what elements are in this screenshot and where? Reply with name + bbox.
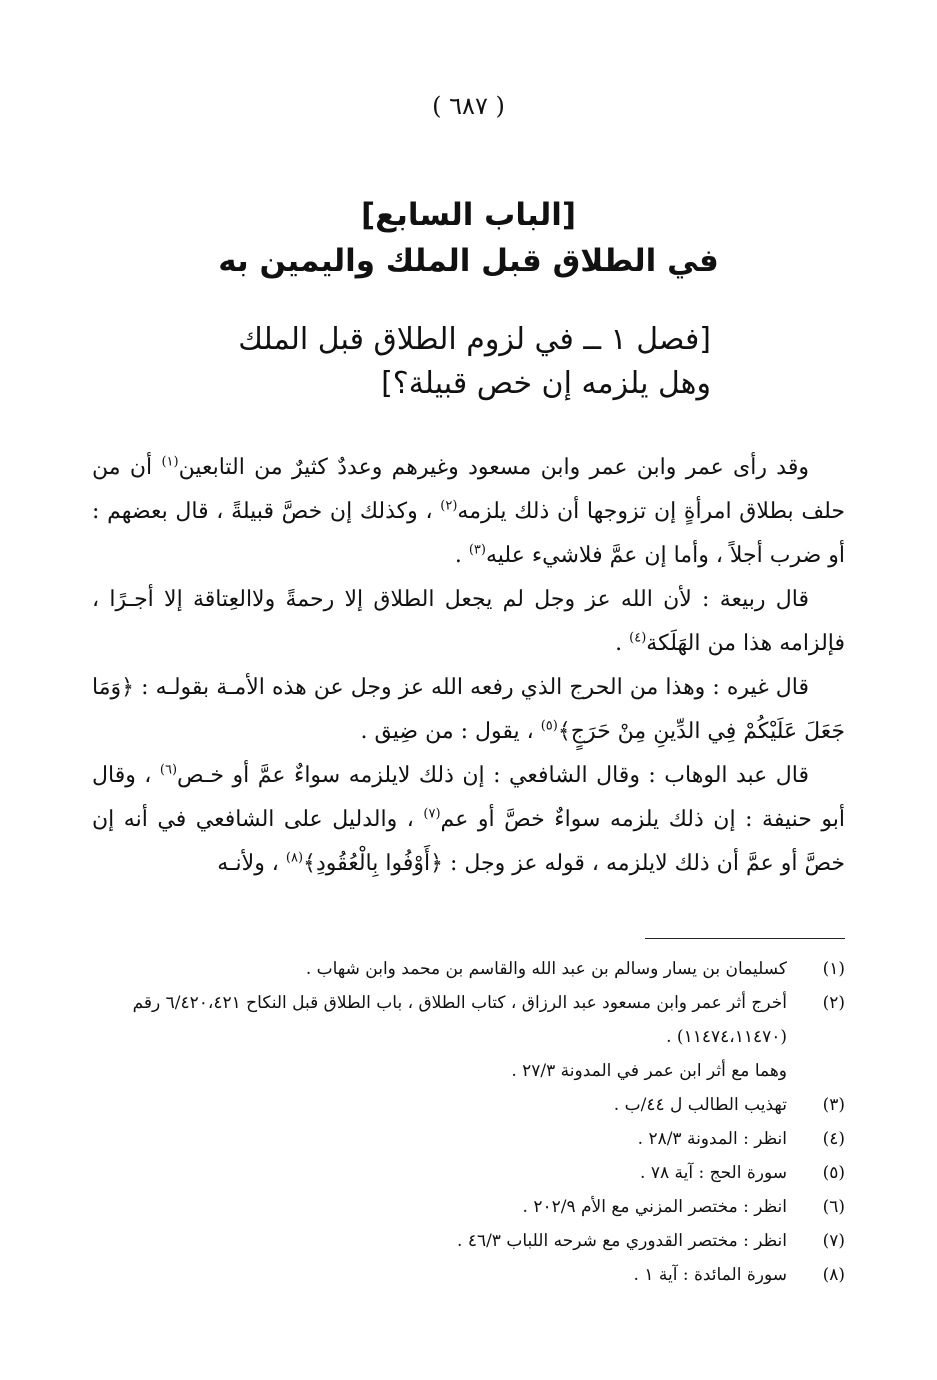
footnote-item [92,986,845,1088]
paragraph-text: قال غيره : وهذا من الحرج الذي رفعه الله عز وجل عن هذه الأمـة بقولـه : ﴿وَمَا جَعَلَ عَلَيْكُمْ فِي الدِّينِ مِنْ حَرَجٍ﴾ [92,675,845,744]
footnote-item [92,1258,845,1292]
footnote-number: (١) [822,959,845,979]
footnote-ref: (٧) [423,806,441,822]
footnote-text: انظر : مختصر القدوري مع شرحه اللباب ٤٦/٣ . [457,1231,787,1251]
footnote-ref: (١) [161,454,179,470]
footnote-text [92,986,787,1088]
footnote-item [92,1224,845,1258]
footnote-text: سورة المائدة : آية ١ . [633,1265,787,1285]
page-number: ( ٦٨٧ ) [432,92,505,120]
paragraph-text: قال ربيعة : لأن الله عز وجل لم يجعل الطلاق إلا رحمةً ولاالعِتاقة إلا أجـرًا ، فإلزامه هذا من الهَلَكة [92,587,845,656]
paragraph-text: ، ولأنـه [217,851,286,876]
paragraph [92,666,845,754]
footnote-ref: (٣) [468,542,486,558]
paragraph-text: ، وكذلك إن خصَّ قبيلةً ، قال بعضهم : أو ضرب أجلاً ، وأما إن عمَّ فلاشيء عليه [92,499,845,568]
paragraph-text: ، يقول : من ضِيق . [360,719,541,744]
chapter-title: [الباب السابع] [360,197,577,233]
footnote-number: (٣) [822,1095,845,1115]
footnote-number: (٥) [822,1163,845,1183]
footnote-ref: (٢) [440,498,458,514]
paragraph-text: . [615,631,630,656]
section-title-line-2: وهل يلزمه إن خص قبيلة؟] [381,366,711,401]
footnote-item [92,1156,845,1190]
paragraph [92,446,845,578]
paragraph [92,578,845,666]
footnotes [92,952,845,1292]
paragraph-text: قال عبد الوهاب : وقال الشافعي : إن ذلك لايلزمه سواءٌ عمَّ أو خـص [177,763,809,788]
footnote-item [92,952,845,986]
footnote-ref: (٨) [285,850,304,866]
section-title-line-1: [فصل ١ ــ في لزوم الطلاق قبل الملك [238,322,711,357]
footnote-ref: (٤) [629,630,647,646]
footnote-number: (٤) [822,1129,845,1149]
section-heading [180,318,711,406]
footnote-text-line: وهما مع أثر ابن عمر في المدونة ٢٧/٣ . [511,1061,787,1081]
footnote-text: تهذيب الطالب ل ٤٤/ب . [613,1095,787,1115]
footnote-item [92,1190,845,1224]
paragraph-text: أن من حلف بطلاق امرأةٍ إن تزوجها أن ذلك يلزمه [92,455,846,524]
footnote-text: سورة الحج : آية ٧٨ . [640,1163,787,1183]
paragraph-text: وقد رأى عمر وابن عمر وابن مسعود وغيرهم وعددٌ كثيرٌ من التابعين [178,455,809,480]
footnote-text: انظر : مختصر المزني مع الأم ٢٠٢/٩ . [522,1197,787,1217]
footnote-number: (٦) [822,1197,845,1217]
chapter-subtitle: في الطلاق قبل الملك واليمين به [218,243,719,279]
footnote-number: (٢) [822,993,845,1013]
main-text [92,446,845,886]
footnote-ref: (٦) [159,762,178,778]
footnote-item [92,1088,845,1122]
footnote-text-line: أخرج أثر عمر وابن مسعود عبد الرزاق ، كتاب الطلاق ، باب الطلاق قبل النكاح ٦/٤٢٠،٤٢١ رقم (١١٤٧٤،١١٤٧٠) . [132,993,787,1047]
footnote-divider [645,938,845,939]
paragraph-text: ، والدليل على الشافعي في أنه إن خصَّ أو عمَّ أن ذلك لايلزمه ، قوله عز وجل : ﴿أَوْفُوا بِالْعُقُودِ﴾ [92,807,845,876]
footnote-number: (٨) [822,1265,845,1285]
chapter-heading [120,192,817,284]
footnote-ref: (٥) [540,718,558,734]
paragraph [92,754,845,886]
footnote-text: انظر : المدونة ٢٨/٣ . [637,1129,787,1149]
footnote-number: (٧) [822,1231,845,1251]
footnote-text: كسليمان بن يسار وسالم بن عبد الله والقاسم بن محمد وابن شهاب . [305,959,787,979]
paragraph-text: ، وقال أبو حنيفة : إن ذلك يلزمه سواءٌ خصَّ أو عم [92,763,845,832]
paragraph-text: . [454,543,469,568]
footnote-item [92,1122,845,1156]
